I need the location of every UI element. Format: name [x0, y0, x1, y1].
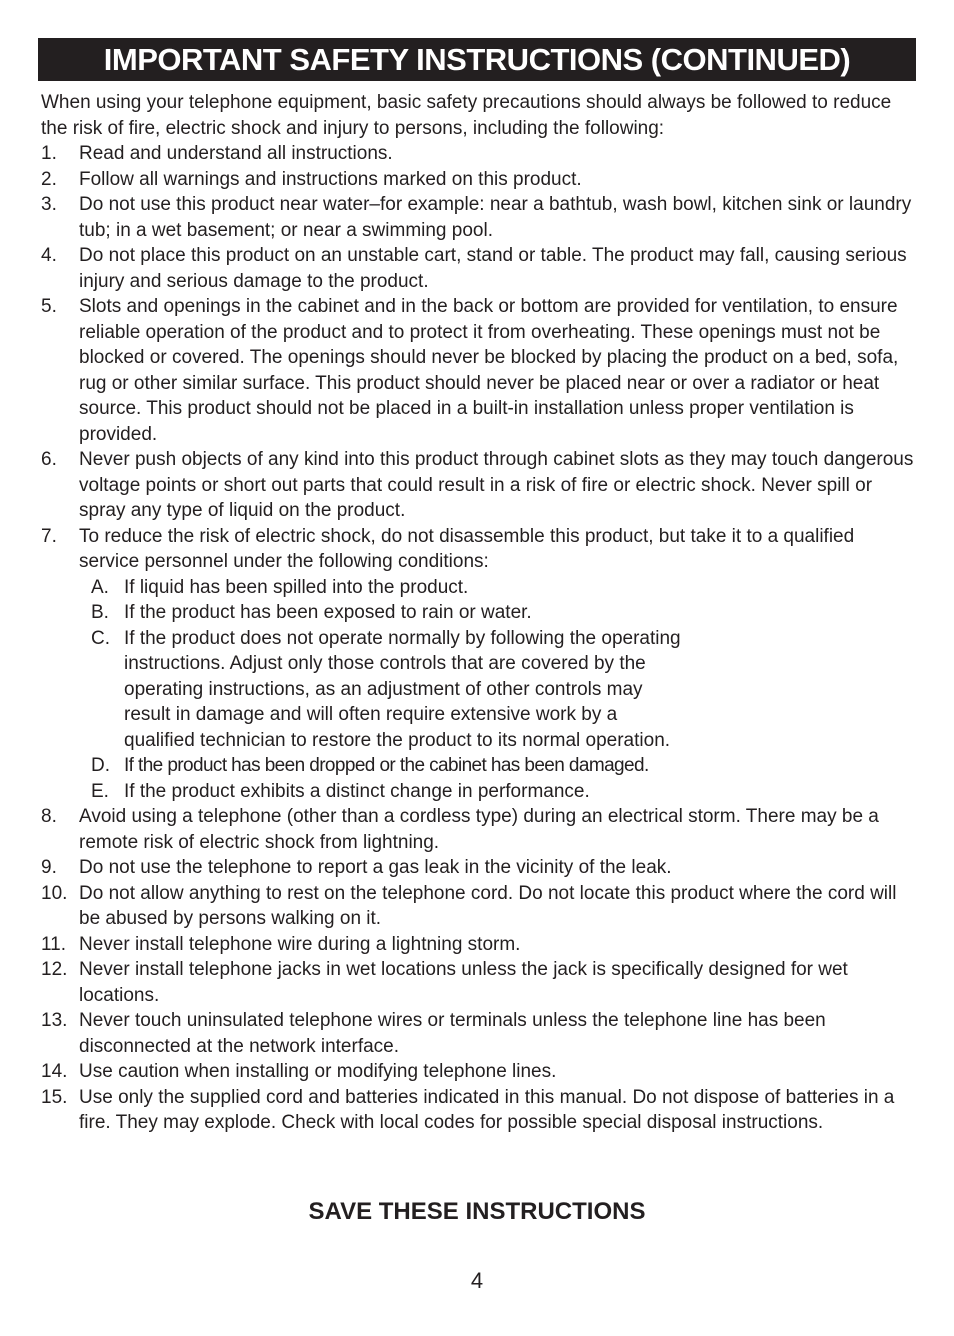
item-number: 6.: [41, 449, 57, 470]
item-number: 11.: [41, 933, 67, 955]
sublist-item: [91, 626, 684, 754]
item-number: 4.: [41, 245, 57, 266]
subitem-letter: E.: [91, 780, 109, 802]
item-text: Do not place this product on an unstable cart, stand or table. The product may fall, causing serious injury and serious damage to the product.: [79, 245, 907, 292]
subitem-text: If the product has been dropped or the cabinet has been damaged.: [124, 755, 649, 776]
item-text: Use only the supplied cord and batteries indicated in this manual. Do not dispose of batteries in a fire. They may explode. Check with local codes for possible special disposal instructions.: [79, 1086, 895, 1133]
list-item: [41, 167, 916, 193]
item-number: 1.: [41, 143, 57, 164]
item-text: Use caution when installing or modifying telephone lines.: [79, 1061, 557, 1082]
item-number: 2.: [41, 168, 57, 190]
item-number: 7.: [41, 525, 57, 547]
item-text: Follow all warnings and instructions marked on this product.: [79, 168, 582, 190]
list-item: [41, 957, 916, 1008]
item-number: 12.: [41, 959, 68, 980]
item-text: Do not use the telephone to report a gas leak in the vicinity of the leak.: [79, 857, 672, 878]
list-item: [41, 1059, 916, 1085]
item-number: 9.: [41, 857, 57, 878]
subitem-text: If the product does not operate normally by following the operating instructions. Adjust only those controls that are covered by the operating instructions, as an adjustment of other controls may result in damage and will often require extensive work by a qualified technician to restore the product to its normal operation.: [124, 627, 681, 751]
item-number: 14.: [41, 1061, 68, 1082]
item-text: Avoid using a telephone (other than a cordless type) during an electrical storm. There may be a remote risk of electric shock from lightning.: [79, 806, 879, 853]
page-number: 4: [470, 1268, 484, 1293]
page-title: IMPORTANT SAFETY INSTRUCTIONS (CONTINUED): [38, 38, 916, 81]
list-item: [41, 447, 916, 524]
list-item: [41, 1008, 916, 1059]
item-text: Slots and openings in the cabinet and in the back or bottom are provided for ventilation, to ensure reliable operation of the product and to protect it from overheating. These openings must not be blocked or covered. The openings should never be blocked by placing the product on a bed, sofa, rug or other similar surface. This product should never be placed near or over a radiator or heat source. This product should not be placed in a built-in installation unless proper ventilation is provided.: [79, 296, 899, 445]
list-item: [41, 192, 916, 243]
list-item: [41, 855, 916, 881]
subitem-text: If liquid has been spilled into the product.: [124, 576, 469, 598]
list-item: [41, 881, 916, 932]
intro-paragraph: When using your telephone equipment, basic safety precautions should always be followed to reduce the risk of fire, electric shock and injury to persons, including the following:: [41, 92, 892, 139]
subitem-text: If the product exhibits a distinct change in performance.: [124, 780, 590, 802]
sublist-item: [91, 779, 684, 805]
subitem-text: If the product has been exposed to rain or water.: [124, 602, 532, 623]
list-item: [41, 804, 916, 855]
conditions-sublist: [79, 575, 684, 805]
item-number: 5.: [41, 296, 57, 317]
item-text: Never install telephone wire during a lightning storm.: [79, 933, 521, 955]
instructions-body: [41, 90, 916, 1136]
item-text: Never push objects of any kind into this product through cabinet slots as they may touch dangerous voltage points or short out parts that could result in a risk of fire or electric shock. Never spill or spray any type of liquid on the product.: [79, 449, 914, 521]
sublist-item: [91, 575, 684, 601]
sublist-item: [91, 753, 684, 779]
list-item: [41, 243, 916, 294]
list-item: [41, 141, 916, 167]
item-text: Do not allow anything to rest on the telephone cord. Do not locate this product where the cord will be abused by persons walking on it.: [79, 882, 897, 929]
item-number: 15.: [41, 1086, 68, 1108]
item-text: Read and understand all instructions.: [79, 143, 393, 164]
item-text: To reduce the risk of electric shock, do not disassemble this product, but take it to a qualified service personnel under the following conditions:: [79, 525, 855, 572]
item-text: Do not use this product near water–for example: near a bathtub, wash bowl, kitchen sink or laundry tub; in a wet basement; or near a swimming pool.: [79, 194, 912, 241]
item-number: 8.: [41, 806, 57, 827]
list-item: [41, 1085, 916, 1136]
item-text: Never touch uninsulated telephone wires or terminals unless the telephone line has been disconnected at the network interface.: [79, 1010, 826, 1057]
list-item: [41, 294, 916, 447]
subitem-letter: B.: [91, 602, 109, 623]
instructions-list: [41, 141, 916, 1136]
item-number: 3.: [41, 194, 57, 215]
subitem-letter: A.: [91, 576, 109, 598]
item-number: 13.: [41, 1010, 68, 1031]
item-number: 10.: [41, 882, 68, 904]
save-instructions-heading: SAVE THESE INSTRUCTIONS: [308, 1198, 646, 1225]
list-item: [41, 932, 916, 958]
subitem-letter: C.: [91, 627, 110, 649]
subitem-letter: D.: [91, 755, 110, 776]
item-text: Never install telephone jacks in wet locations unless the jack is specifically designed for wet locations.: [79, 959, 848, 1006]
list-item: [41, 524, 916, 805]
sublist-item: [91, 600, 684, 626]
